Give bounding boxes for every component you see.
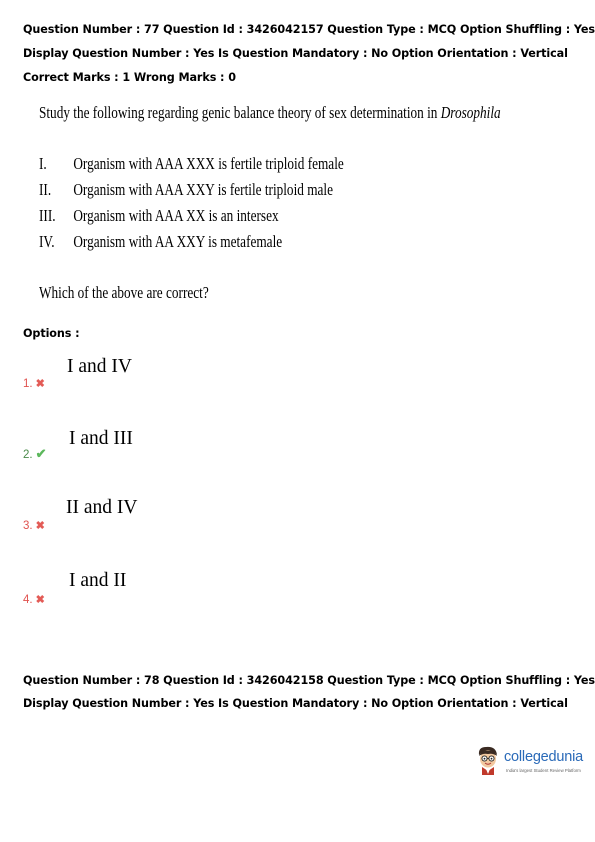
statement-item xyxy=(39,180,333,200)
option-number-label: 4. xyxy=(23,594,33,606)
option-number xyxy=(23,446,47,462)
statement-number: II. xyxy=(39,180,52,199)
statement-item xyxy=(39,206,279,226)
statement-number: I. xyxy=(39,154,47,173)
option-number-label: 3. xyxy=(23,520,33,532)
statement-text: Organism with AAA XXX is fertile triploid female xyxy=(73,154,344,173)
statement-number: III. xyxy=(39,206,56,225)
question-meta-line1: Question Number : 77 Question Id : 3426042157 Question Type : MCQ Option Shuffling : Yes xyxy=(23,23,595,36)
statement-text: Organism with AA XXY is metafemale xyxy=(73,232,283,251)
collegedunia-logo xyxy=(476,743,588,783)
option-text: I and IV xyxy=(67,356,132,377)
statement-text: Organism with AAA XX is an intersex xyxy=(73,206,279,225)
brand-tagline: India's largest Student Review Platform xyxy=(506,768,581,773)
question-meta-line2: Display Question Number : Yes Is Question Mandatory : No Option Orientation : Vertical xyxy=(23,47,568,60)
question-stem xyxy=(39,103,501,123)
next-question-meta-line2: Display Question Number : Yes Is Question Mandatory : No Option Orientation : Vertical xyxy=(23,697,568,710)
option-text: I and III xyxy=(69,428,133,449)
option-number-label: 2. xyxy=(23,449,33,461)
option-number xyxy=(23,519,45,532)
options-label: Options : xyxy=(23,327,80,340)
cross-icon: ✖ xyxy=(35,378,45,390)
brand-name: collegedunia xyxy=(504,749,584,765)
question-ask: Which of the above are correct? xyxy=(39,283,209,302)
question-stem-italic: Drosophila xyxy=(440,103,501,122)
option-number-label: 1. xyxy=(23,378,33,390)
cross-icon: ✖ xyxy=(35,594,45,606)
marks-line: Correct Marks : 1 Wrong Marks : 0 xyxy=(23,71,236,84)
option-text: II and IV xyxy=(66,497,138,518)
question-stem-text: Study the following regarding genic balance theory of sex determination in xyxy=(39,103,441,122)
statement-number: IV. xyxy=(39,232,55,251)
option-number xyxy=(23,593,45,606)
statement-text: Organism with AAA XXY is fertile triploid male xyxy=(73,180,333,199)
mascot-icon xyxy=(476,745,500,775)
statement-item xyxy=(39,154,344,174)
statement-item xyxy=(39,232,282,252)
option-text: I and II xyxy=(69,570,127,591)
option-number xyxy=(23,377,45,390)
check-icon: ✔ xyxy=(35,446,47,461)
next-question-meta-line1: Question Number : 78 Question Id : 3426042158 Question Type : MCQ Option Shuffling : Yes xyxy=(23,674,595,687)
cross-icon: ✖ xyxy=(35,520,45,532)
